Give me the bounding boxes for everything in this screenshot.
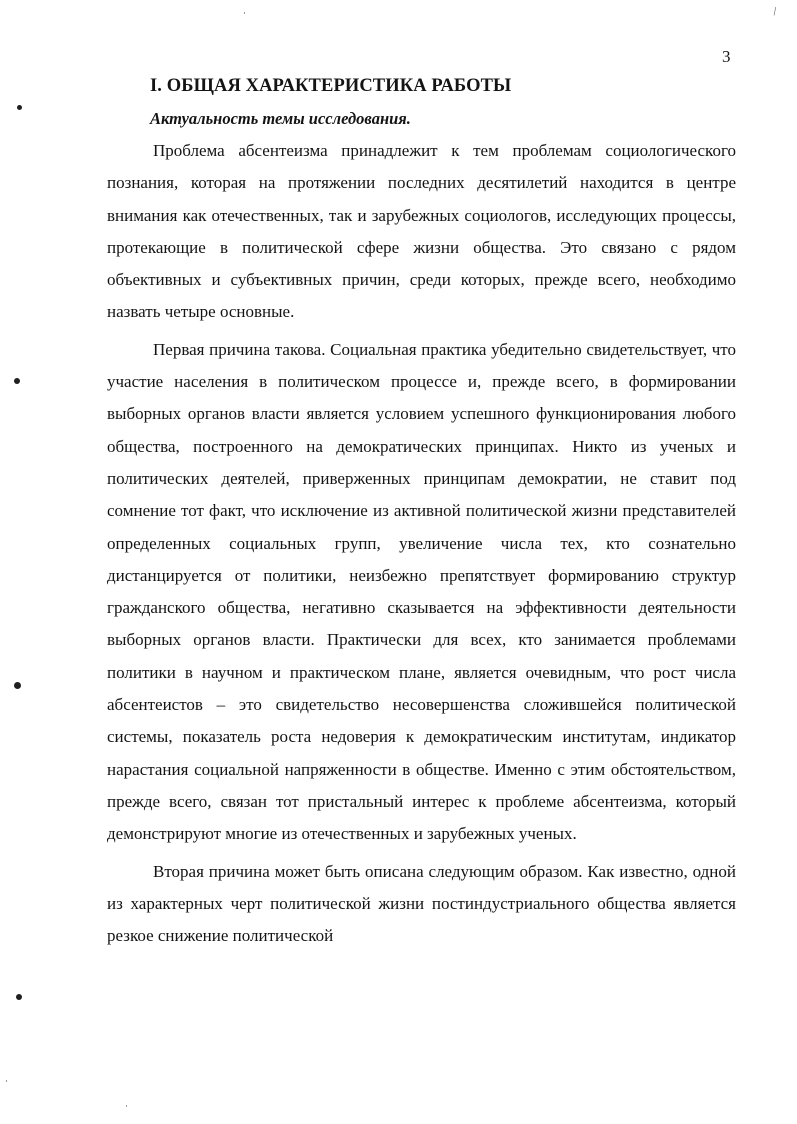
- body-text: [107, 135, 736, 957]
- section-title: I. ОБЩАЯ ХАРАКТЕРИСТИКА РАБОТЫ: [150, 76, 512, 96]
- corner-scan-mark: \: [769, 4, 780, 18]
- scan-speck: [126, 1105, 127, 1107]
- paragraph-3: Вторая причина может быть описана следующим образом. Как известно, одной из характерных черт политической жизни постиндустриального общества является резкое снижение политической: [107, 861, 736, 946]
- page-number: 3: [722, 47, 731, 66]
- binding-hole-mark: [14, 378, 20, 384]
- paragraph-1: Проблема абсентеизма принадлежит к тем проблемам социологического познания, которая на протяжении последних десятилетий находится в центре внимания как отечественных, так и зарубежных социологов, исследующих процессы, протекающие в политической сфере жизни общества. Это связано с рядом объективных и субъективных причин, среди которых, прежде всего, необходимо назвать четыре основные.: [107, 141, 736, 322]
- scan-speck: [6, 1080, 7, 1082]
- subheading-relevance: Актуальность темы исследования.: [150, 109, 411, 128]
- binding-hole-mark: [16, 994, 22, 1000]
- paragraph-2: Первая причина такова. Социальная практика убедительно свидетельствует, что участие населения в политическом процессе и, прежде всего, в формировании выборных органов власти является условием успешного функционирования любого общества, построенного на демократических принципах. Никто из ученых и политических деятелей, приверженных принципам демократии, не ставит под сомнение тот факт, что исключение из активной политической жизни представителей определенных социальных групп, увеличение числа тех, кто сознательно дистанцируется от политики, неизбежно препятствует формированию структур гражданского общества, негативно сказывается на эффективности деятельности выборных органов власти. Практически для всех, кто занимается проблемами политики в научном и практическом плане, является очевидным, что рост числа абсентеистов – это свидетельство несовершенства сложившейся политической системы, показатель роста недоверия к демократическим институтам, индикатор нарастания социальной напряженности в обществе. Именно с этим обстоятельством, прежде всего, связан тот пристальный интерес к проблеме абсентеизма, который демонстрируют многие из отечественных и зарубежных ученых.: [107, 339, 736, 844]
- binding-hole-mark: [14, 682, 21, 689]
- scan-speck: [244, 12, 245, 14]
- binding-hole-mark: [17, 105, 22, 110]
